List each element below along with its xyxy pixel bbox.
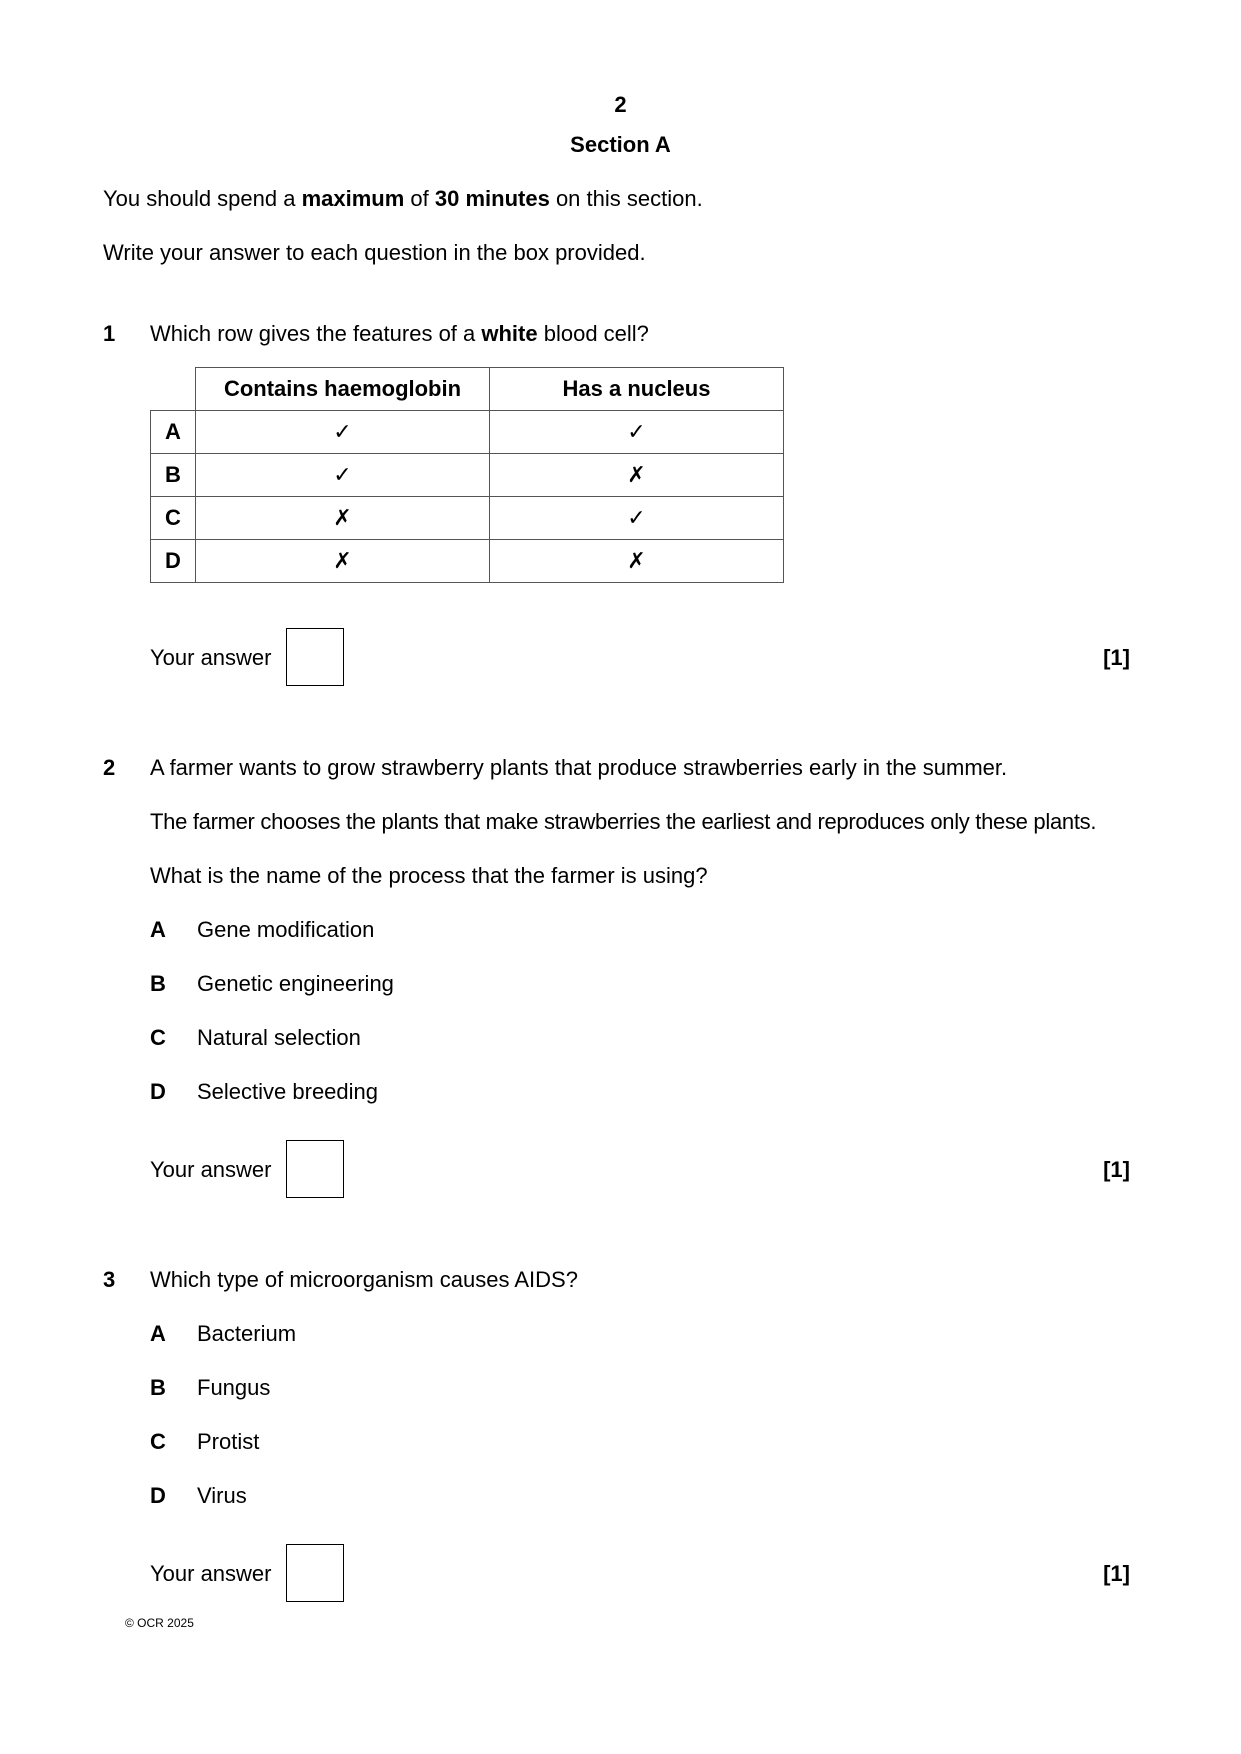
question-2-number: 2 xyxy=(103,755,116,780)
question-3-option-letter-d: D xyxy=(150,1483,166,1508)
question-2-line-2: The farmer chooses the plants that make strawberries the earliest and reproduces only these plants. xyxy=(150,809,1097,834)
question-2-answer-label: Your answer xyxy=(150,1157,272,1182)
question-1-answer-label: Your answer xyxy=(150,645,272,670)
question-3-option-text-d: Virus xyxy=(197,1483,247,1508)
table-row xyxy=(151,454,784,497)
table-cell-haemoglobin: ✓ xyxy=(196,454,490,497)
table-header-nucleus: Has a nucleus xyxy=(490,368,784,411)
question-2-option-text-c: Natural selection xyxy=(197,1025,361,1050)
table-row xyxy=(151,540,784,583)
section-title: Section A xyxy=(570,132,671,157)
question-2-marks: [1] xyxy=(1103,1157,1130,1182)
question-1-number: 1 xyxy=(103,321,116,346)
question-1-text-bold: white xyxy=(481,321,538,346)
table-row-letter: D xyxy=(151,540,196,583)
question-2-option-letter-b: B xyxy=(150,971,166,996)
table-header-haemoglobin: Contains haemoglobin xyxy=(196,368,490,411)
question-2-option-letter-d: D xyxy=(150,1079,166,1104)
question-3-marks: [1] xyxy=(1103,1561,1130,1586)
question-2-answer-box[interactable] xyxy=(286,1140,344,1198)
question-3-option-letter-c: C xyxy=(150,1429,166,1454)
question-3-option-letter-a: A xyxy=(150,1321,166,1346)
instruction-post: on this section. xyxy=(549,186,703,211)
question-3-option-text-b: Fungus xyxy=(197,1375,271,1400)
question-3-answer-label: Your answer xyxy=(150,1561,272,1586)
question-1-marks: [1] xyxy=(1103,645,1130,670)
table-cell-nucleus: ✗ xyxy=(490,540,784,583)
question-2-option-letter-c: C xyxy=(150,1025,166,1050)
instruction-time xyxy=(103,186,703,212)
question-3-text: Which type of microorganism causes AIDS? xyxy=(150,1267,578,1292)
table-row-letter: A xyxy=(151,411,196,454)
question-2-line-3: What is the name of the process that the farmer is using? xyxy=(150,863,708,888)
table-row-letter: B xyxy=(151,454,196,497)
question-3-option-text-a: Bacterium xyxy=(197,1321,297,1346)
table-header-row xyxy=(151,368,784,411)
question-2-option-letter-a: A xyxy=(150,917,166,942)
instruction-maximum: maximum xyxy=(301,186,405,211)
table-cell-haemoglobin: ✗ xyxy=(196,497,490,540)
table-cell-nucleus: ✓ xyxy=(490,497,784,540)
question-1-answer-box[interactable] xyxy=(286,628,344,686)
question-1-table xyxy=(150,367,784,583)
table-cell-nucleus: ✗ xyxy=(490,454,784,497)
question-3-option-letter-b: B xyxy=(150,1375,166,1400)
instruction-pre: You should spend a xyxy=(103,186,302,211)
question-2-line-1: A farmer wants to grow strawberry plants that produce strawberries early in the summer. xyxy=(150,755,1008,780)
question-1-text xyxy=(150,321,649,347)
page-number: 2 xyxy=(614,92,627,117)
question-3-answer-box[interactable] xyxy=(286,1544,344,1602)
table-cell-haemoglobin: ✗ xyxy=(196,540,490,583)
question-3-number: 3 xyxy=(103,1267,116,1292)
instruction-mid: of xyxy=(404,186,435,211)
table-cell-haemoglobin: ✓ xyxy=(196,411,490,454)
copyright-footer: © OCR 2025 xyxy=(125,1616,194,1630)
table-row xyxy=(151,411,784,454)
table-row-letter: C xyxy=(151,497,196,540)
question-2-option-text-b: Genetic engineering xyxy=(197,971,394,996)
question-1-text-pre: Which row gives the features of a xyxy=(150,321,482,346)
table-header-empty xyxy=(151,368,196,411)
question-1-text-post: blood cell? xyxy=(537,321,649,346)
table-cell-nucleus: ✓ xyxy=(490,411,784,454)
question-3-option-text-c: Protist xyxy=(197,1429,260,1454)
question-2-option-text-a: Gene modification xyxy=(197,917,375,942)
instruction-answer-box: Write your answer to each question in the box provided. xyxy=(103,240,646,265)
question-2-option-text-d: Selective breeding xyxy=(197,1079,379,1104)
table-row xyxy=(151,497,784,540)
instruction-minutes: 30 minutes xyxy=(434,186,550,211)
